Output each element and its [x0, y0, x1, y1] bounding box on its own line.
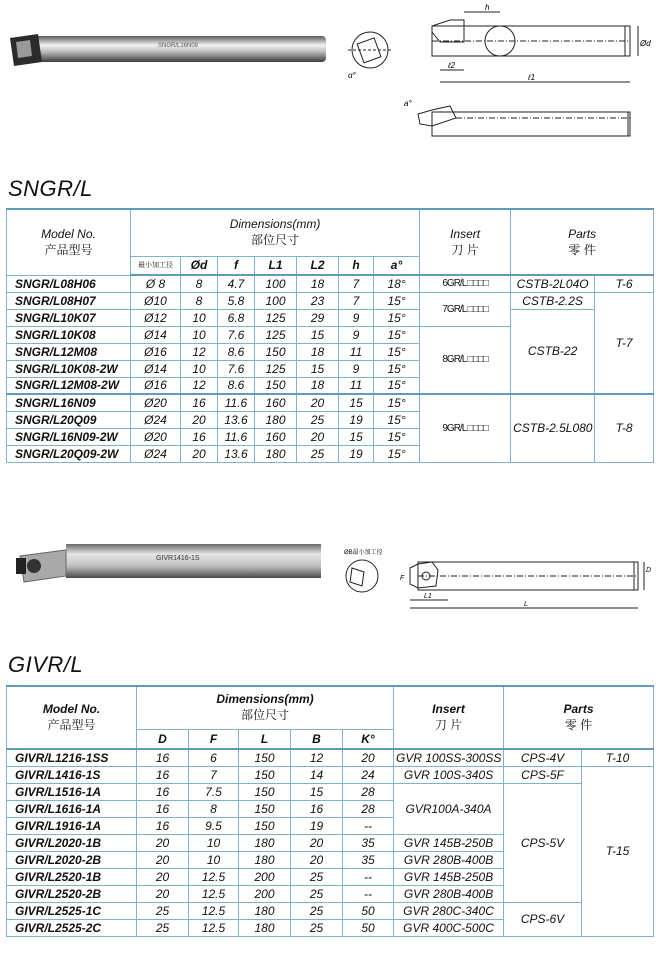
dim-h-label: h: [485, 3, 490, 12]
cell-l2: 23: [297, 292, 339, 309]
cell-f: 8.6: [218, 377, 255, 394]
cell-d: 16: [137, 783, 189, 800]
cell-l2: 18: [297, 343, 339, 360]
givr-spec-table: [6, 685, 654, 937]
cell-b: 25: [291, 885, 343, 902]
cell-f: 10: [189, 834, 239, 851]
cell-a: 15°: [374, 411, 420, 428]
cell-l: 200: [239, 868, 291, 885]
givr-model: GIVR/L1916-1A: [7, 817, 137, 834]
cell-k: 28: [343, 800, 394, 817]
cell-h: 19: [339, 411, 374, 428]
table-row: [7, 275, 654, 292]
cell-l1: 150: [255, 343, 297, 360]
givr-header-dimensions: Dimensions(mm) 部位尺寸: [137, 686, 394, 729]
givr-model: GIVR/L2520-2B: [7, 885, 137, 902]
cell-l1: 180: [255, 411, 297, 428]
table-row: [7, 766, 654, 783]
cell-a: 15°: [374, 428, 420, 445]
cell-f: 5.8: [218, 292, 255, 309]
cell-l: 150: [239, 749, 291, 766]
givr-sub-f: F: [189, 729, 239, 749]
sngr-header-parts: Parts 零 件: [511, 209, 654, 275]
sngr-sub-d: Ød: [181, 256, 218, 275]
givr-insert: GVR 145B-250B: [394, 868, 504, 885]
cell-f: 4.7: [218, 275, 255, 292]
cell-f: 12.5: [189, 902, 239, 919]
cell-f: 7.6: [218, 360, 255, 377]
dim-d-label: Ød: [640, 39, 651, 48]
sngr-part-b: T-6: [595, 275, 654, 292]
cell-l1: 160: [255, 394, 297, 411]
cell-l: 180: [239, 851, 291, 868]
givr-sub-k: K°: [343, 729, 394, 749]
givr-sub-d: D: [137, 729, 189, 749]
givr-part-b: T-10: [582, 749, 654, 766]
cell-min: Ø10: [131, 292, 181, 309]
table-row: [7, 292, 654, 309]
table-row: [7, 749, 654, 766]
cell-d: 25: [137, 919, 189, 936]
cell-min: Ø24: [131, 445, 181, 462]
sngr-sub-l2: L2: [297, 256, 339, 275]
givr-tool-engraving: GIVR1416-1S: [156, 555, 200, 562]
cell-d: 20: [137, 834, 189, 851]
sngr-section-title: SNGR/L: [8, 176, 93, 201]
givr-insert: GVR 100SS-300SS: [394, 749, 504, 766]
cell-a: 15°: [374, 360, 420, 377]
cell-l2: 25: [297, 445, 339, 462]
givr-technical-drawing: [338, 546, 656, 616]
cell-k: 35: [343, 834, 394, 851]
sngr-insert: 9GR/L □□□□: [420, 394, 511, 462]
cell-l2: 25: [297, 411, 339, 428]
cell-min: Ø12: [131, 309, 181, 326]
sngr-part-a: CSTB-2.2S: [511, 292, 595, 309]
sngr-sub-min-bore: 最小加工径: [131, 256, 181, 275]
givr-part-a: CPS-4V: [504, 749, 582, 766]
sngr-model: SNGR/L12M08: [7, 343, 131, 360]
sngr-sub-l1: L1: [255, 256, 297, 275]
cell-k: --: [343, 885, 394, 902]
givr-header-insert: Insert 刀 片: [394, 686, 504, 749]
cell-d: 8: [181, 292, 218, 309]
sngr-model: SNGR/L16N09-2W: [7, 428, 131, 445]
cell-d: 10: [181, 360, 218, 377]
cell-d: 20: [181, 411, 218, 428]
sngr-model: SNGR/L12M08-2W: [7, 377, 131, 394]
cell-f: 7: [189, 766, 239, 783]
cell-f: 12.5: [189, 885, 239, 902]
cell-l: 150: [239, 817, 291, 834]
cell-min: Ø16: [131, 377, 181, 394]
cell-b: 14: [291, 766, 343, 783]
sngr-part-b: T-8: [595, 394, 654, 462]
cell-f: 11.6: [218, 428, 255, 445]
cell-d: 16: [181, 394, 218, 411]
cell-d: 10: [181, 309, 218, 326]
cell-l: 150: [239, 766, 291, 783]
givr-part-a: CPS-6V: [504, 902, 582, 936]
givr-part-b: T-15: [582, 766, 654, 936]
cell-l2: 15: [297, 360, 339, 377]
cell-a: 15°: [374, 343, 420, 360]
givr-dim-l1-label: L1: [424, 593, 432, 600]
cell-k: 28: [343, 783, 394, 800]
cell-a: 18°: [374, 275, 420, 292]
cell-l: 180: [239, 919, 291, 936]
givr-model: GIVR/L2020-1B: [7, 834, 137, 851]
cell-l: 150: [239, 800, 291, 817]
cell-a: 15°: [374, 377, 420, 394]
cell-d: 10: [181, 326, 218, 343]
cell-f: 12.5: [189, 868, 239, 885]
table-row: [7, 394, 654, 411]
cell-l1: 150: [255, 377, 297, 394]
cell-k: 50: [343, 902, 394, 919]
givr-model: GIVR/L2020-2B: [7, 851, 137, 868]
cell-l1: 100: [255, 275, 297, 292]
cell-d: 16: [137, 817, 189, 834]
sngr-technical-drawing: [340, 2, 658, 150]
cell-h: 11: [339, 343, 374, 360]
cell-d: 8: [181, 275, 218, 292]
cell-d: 20: [137, 885, 189, 902]
cell-f: 7.6: [218, 326, 255, 343]
cell-k: 20: [343, 749, 394, 766]
cell-min: Ø20: [131, 428, 181, 445]
cell-a: 15°: [374, 445, 420, 462]
cell-h: 7: [339, 292, 374, 309]
cell-d: 20: [137, 851, 189, 868]
cell-d: 16: [137, 749, 189, 766]
cell-l: 150: [239, 783, 291, 800]
cell-d: 12: [181, 377, 218, 394]
cell-min: Ø24: [131, 411, 181, 428]
cell-d: 20: [137, 868, 189, 885]
givr-insert: GVR 145B-250B: [394, 834, 504, 851]
sngr-spec-table: [6, 208, 654, 463]
cell-l1: 125: [255, 309, 297, 326]
sngr-part-a: CSTB-2.5L080: [511, 394, 595, 462]
cell-b: 25: [291, 919, 343, 936]
cell-b: 25: [291, 902, 343, 919]
givr-model: GIVR/L2520-1B: [7, 868, 137, 885]
cell-min: Ø16: [131, 343, 181, 360]
sngr-sub-h: h: [339, 256, 374, 275]
sngr-part-a: CSTB-2L04O: [511, 275, 595, 292]
cell-k: --: [343, 817, 394, 834]
dim-l2-label: ℓ2: [448, 61, 456, 70]
givr-insert: GVR100A-340A: [394, 783, 504, 834]
cell-d: 16: [137, 766, 189, 783]
dim-l1-label: ℓ1: [528, 73, 536, 82]
cell-l2: 29: [297, 309, 339, 326]
sngr-model: SNGR/L20Q09-2W: [7, 445, 131, 462]
table-row: [7, 309, 654, 326]
cell-b: 19: [291, 817, 343, 834]
sngr-sub-a: a°: [374, 256, 420, 275]
givr-insert: GVR 100S-340S: [394, 766, 504, 783]
givr-section-title: GIVR/L: [8, 652, 84, 677]
givr-sub-b: B: [291, 729, 343, 749]
givr-insert: GVR 280B-400B: [394, 851, 504, 868]
givr-model: GIVR/L1416-1S: [7, 766, 137, 783]
givr-dim-d-label: D: [646, 567, 652, 574]
cell-f: 7.5: [189, 783, 239, 800]
cell-h: 7: [339, 275, 374, 292]
cell-f: 6: [189, 749, 239, 766]
sngr-header-model: Model No. 产品型号: [7, 209, 131, 275]
sngr-header-dimensions: Dimensions(mm) 部位尺寸: [131, 209, 420, 256]
cell-a: 15°: [374, 394, 420, 411]
table-row: [7, 783, 654, 800]
cell-l: 200: [239, 885, 291, 902]
cell-d: 12: [181, 343, 218, 360]
cell-min: Ø14: [131, 326, 181, 343]
cell-a: 15°: [374, 326, 420, 343]
cell-d: 20: [181, 445, 218, 462]
sngr-part-b: T-7: [595, 292, 654, 394]
givr-model: GIVR/L2525-2C: [7, 919, 137, 936]
cell-k: --: [343, 868, 394, 885]
cell-h: 15: [339, 428, 374, 445]
givr-sub-l: L: [239, 729, 291, 749]
dim-alpha-label: α°: [348, 71, 356, 80]
givr-insert: GVR 280B-400B: [394, 885, 504, 902]
cell-h: 9: [339, 360, 374, 377]
cell-b: 25: [291, 868, 343, 885]
givr-dim-f-label: F: [400, 575, 405, 582]
table-row: [7, 902, 654, 919]
cell-l2: 18: [297, 275, 339, 292]
givr-model: GIVR/L1616-1A: [7, 800, 137, 817]
cell-min: Ø14: [131, 360, 181, 377]
cell-h: 15: [339, 394, 374, 411]
cell-d: 25: [137, 902, 189, 919]
givr-insert: GVR 400C-500C: [394, 919, 504, 936]
dim-a-label: a°: [404, 99, 412, 108]
cell-a: 15°: [374, 309, 420, 326]
cell-l1: 160: [255, 428, 297, 445]
givr-dim-l-label: L: [524, 601, 528, 608]
cell-l2: 20: [297, 394, 339, 411]
cell-l: 180: [239, 902, 291, 919]
sngr-model: SNGR/L10K07: [7, 309, 131, 326]
cell-l1: 125: [255, 326, 297, 343]
cell-h: 9: [339, 309, 374, 326]
givr-model: GIVR/L1516-1A: [7, 783, 137, 800]
cell-h: 9: [339, 326, 374, 343]
cell-min: Ø 8: [131, 275, 181, 292]
cell-l2: 18: [297, 377, 339, 394]
sngr-sub-f: f: [218, 256, 255, 275]
sngr-insert: 8GR/L □□□□: [420, 326, 511, 394]
givr-part-a: CPS-5V: [504, 783, 582, 902]
sngr-model: SNGR/L08H06: [7, 275, 131, 292]
cell-h: 11: [339, 377, 374, 394]
cell-f: 10: [189, 851, 239, 868]
cell-l1: 100: [255, 292, 297, 309]
sngr-model: SNGR/L20Q09: [7, 411, 131, 428]
cell-d: 16: [181, 428, 218, 445]
givr-tool-photo: [14, 536, 324, 592]
cell-d: 16: [137, 800, 189, 817]
cell-k: 35: [343, 851, 394, 868]
sngr-part-a: CSTB-22: [511, 309, 595, 394]
givr-insert: GVR 280C-340C: [394, 902, 504, 919]
cell-f: 12.5: [189, 919, 239, 936]
givr-model: GIVR/L2525-1C: [7, 902, 137, 919]
cell-b: 12: [291, 749, 343, 766]
sngr-model: SNGR/L10K08-2W: [7, 360, 131, 377]
sngr-model: SNGR/L10K08: [7, 326, 131, 343]
givr-header-parts: Parts 零 件: [504, 686, 654, 749]
cell-b: 20: [291, 851, 343, 868]
cell-l2: 20: [297, 428, 339, 445]
cell-b: 16: [291, 800, 343, 817]
givr-min-bore-label: ØB最小加工径: [344, 550, 383, 556]
cell-a: 15°: [374, 292, 420, 309]
givr-header-model: Model No. 产品型号: [7, 686, 137, 749]
cell-h: 19: [339, 445, 374, 462]
sngr-header-insert: Insert 刀 片: [420, 209, 511, 275]
cell-f: 13.6: [218, 411, 255, 428]
sngr-model: SNGR/L16N09: [7, 394, 131, 411]
cell-f: 8: [189, 800, 239, 817]
cell-f: 11.6: [218, 394, 255, 411]
sngr-tool-engraving: SNGR/L16N09: [158, 43, 199, 49]
sngr-model: SNGR/L08H07: [7, 292, 131, 309]
cell-l: 180: [239, 834, 291, 851]
cell-l1: 125: [255, 360, 297, 377]
cell-f: 6.8: [218, 309, 255, 326]
cell-min: Ø20: [131, 394, 181, 411]
cell-f: 9.5: [189, 817, 239, 834]
cell-l1: 180: [255, 445, 297, 462]
cell-b: 15: [291, 783, 343, 800]
sngr-tool-photo: [8, 22, 328, 77]
sngr-insert: 6GR/L □□□□: [420, 275, 511, 292]
cell-f: 8.6: [218, 343, 255, 360]
givr-part-a: CPS-5F: [504, 766, 582, 783]
cell-k: 50: [343, 919, 394, 936]
sngr-insert: 7GR/L □□□□: [420, 292, 511, 326]
cell-k: 24: [343, 766, 394, 783]
cell-b: 20: [291, 834, 343, 851]
cell-f: 13.6: [218, 445, 255, 462]
givr-model: GIVR/L1216-1SS: [7, 749, 137, 766]
cell-l2: 15: [297, 326, 339, 343]
